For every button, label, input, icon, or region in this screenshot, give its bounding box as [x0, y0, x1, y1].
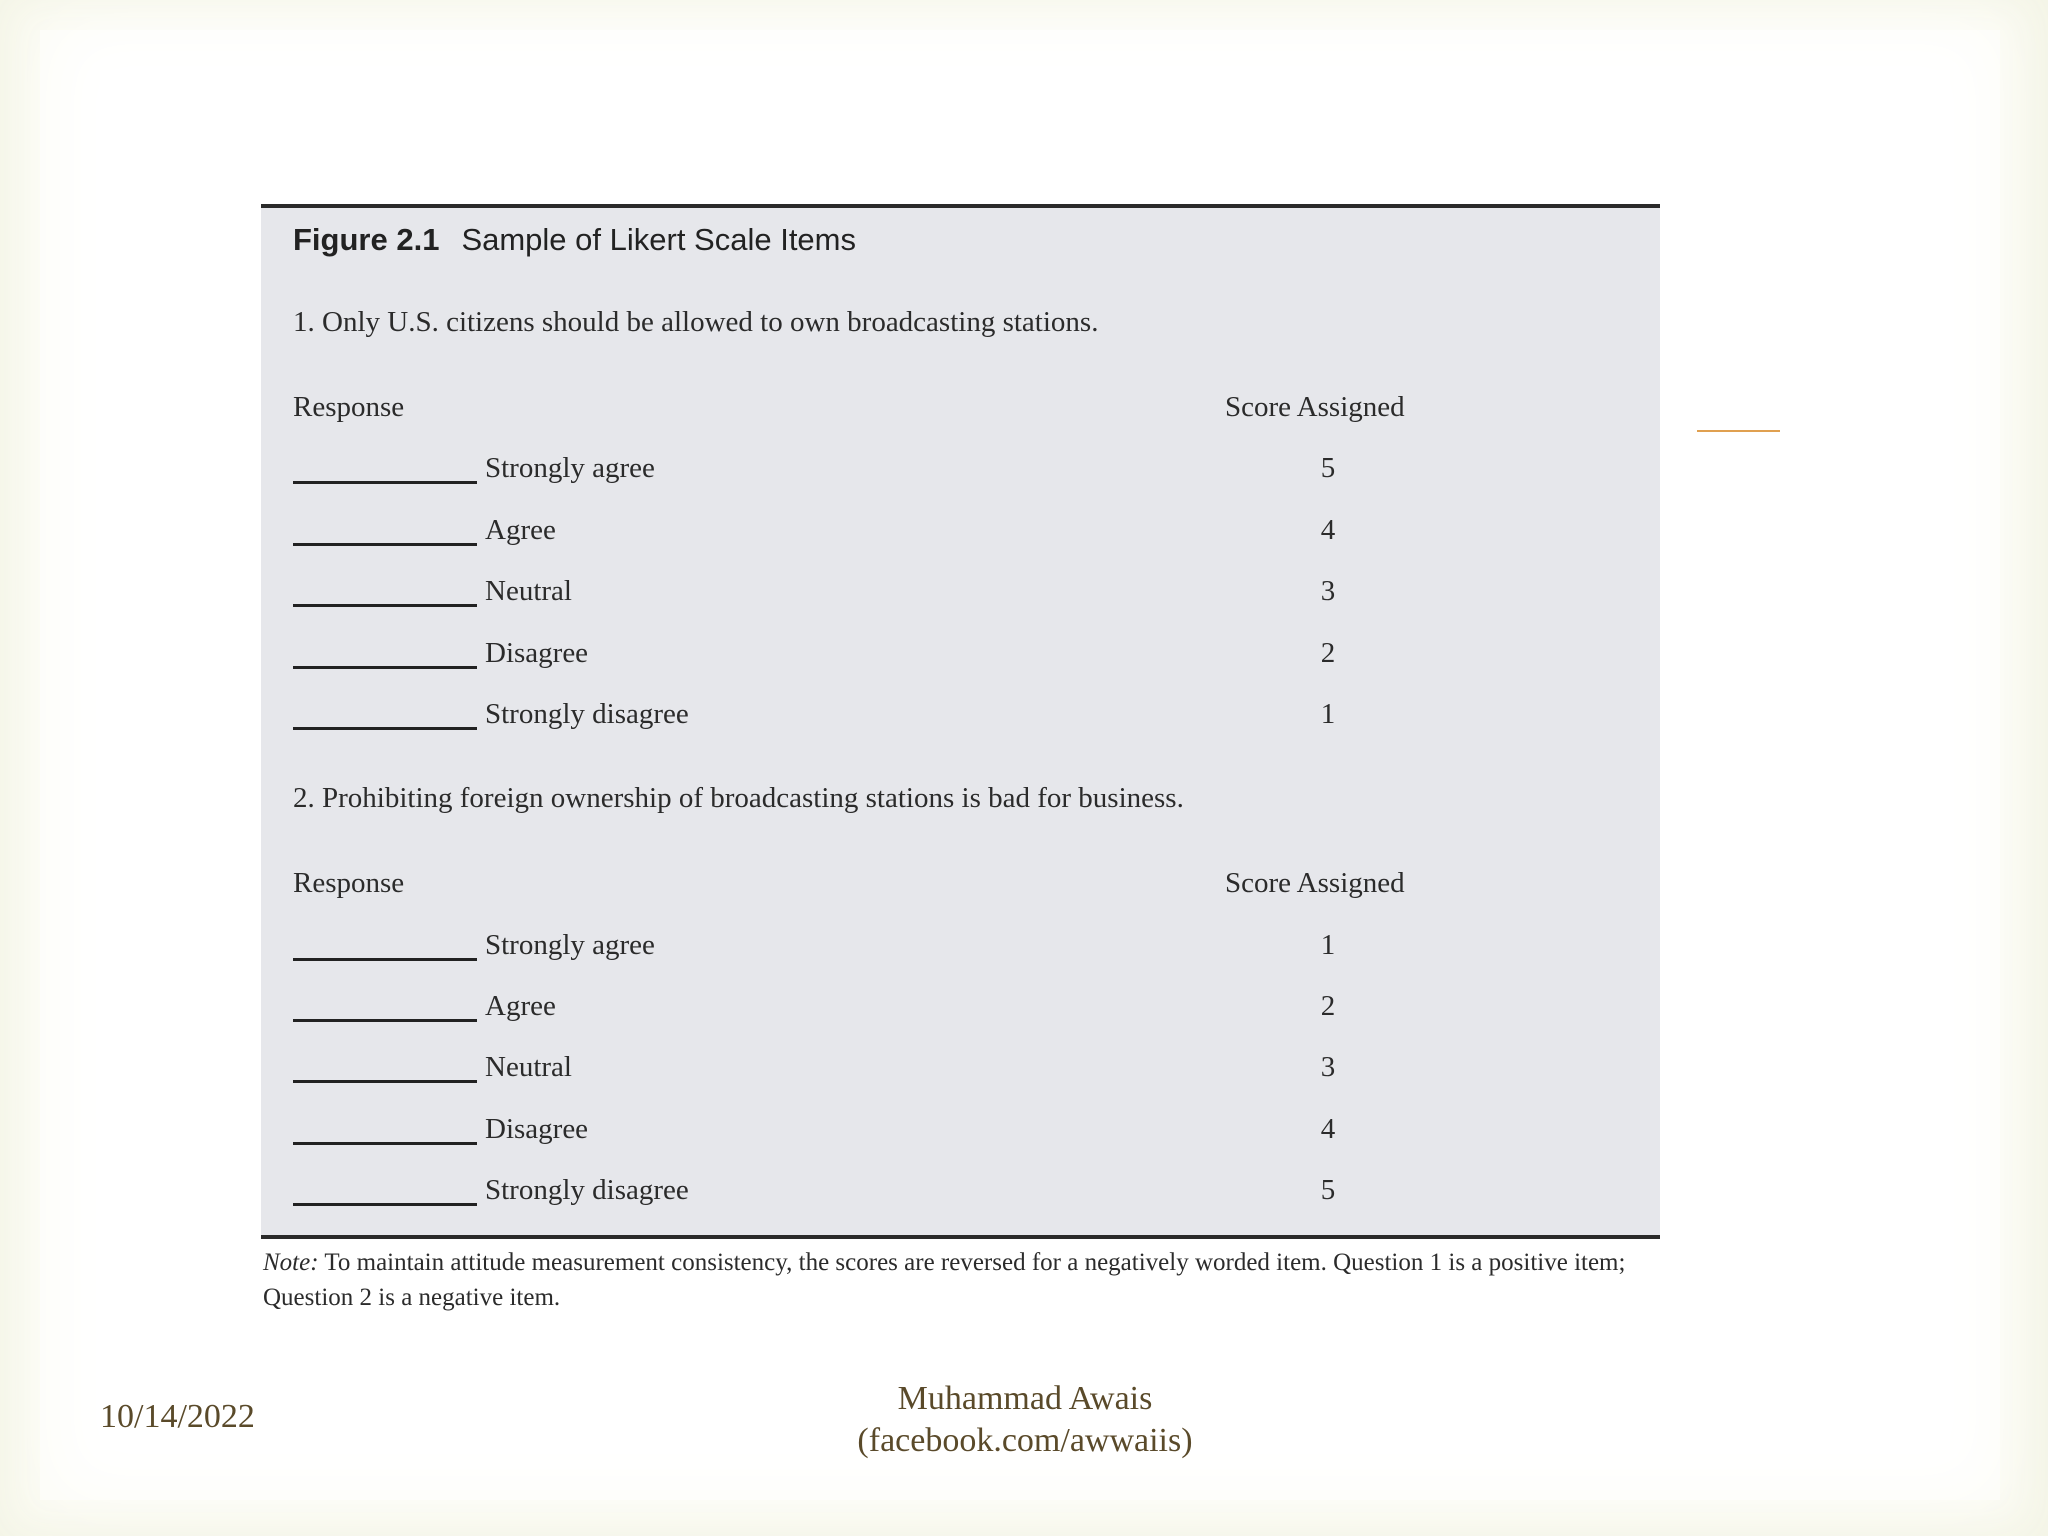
response-blank[interactable] — [293, 1142, 477, 1145]
option-label: Strongly agree — [485, 452, 655, 484]
question-1-option-row — [293, 514, 1653, 554]
score-value: 3 — [1320, 575, 1336, 607]
option-label: Strongly disagree — [485, 698, 689, 730]
option-label: Neutral — [485, 1051, 572, 1083]
response-blank[interactable] — [293, 543, 477, 546]
author-name: Muhammad Awais — [897, 1380, 1153, 1417]
question-2-option-row — [293, 990, 1653, 1030]
score-value: 4 — [1320, 514, 1336, 546]
note-text: To maintain attitude measurement consistency, the scores are reversed for a negatively worded item. Question 1 is a positive item; Question 2 is a negative item. — [263, 1249, 1626, 1311]
option-label: Disagree — [485, 637, 589, 669]
question-1-response-header: Response — [293, 391, 405, 423]
figure-note — [263, 1245, 1663, 1315]
question-2-text: 2. Prohibiting foreign ownership of broadcasting stations is bad for business. — [293, 782, 1184, 814]
question-2-option-row — [293, 1051, 1653, 1091]
score-value: 4 — [1320, 1113, 1336, 1145]
option-label: Agree — [485, 990, 556, 1022]
footer-author — [800, 1378, 1250, 1462]
question-1-option-row — [293, 575, 1653, 615]
likert-figure — [261, 204, 1660, 1239]
score-value: 5 — [1320, 1174, 1336, 1206]
question-2-option-row — [293, 1174, 1653, 1214]
response-blank[interactable] — [293, 604, 477, 607]
response-blank[interactable] — [293, 1019, 477, 1022]
note-label: Note: — [263, 1249, 319, 1276]
accent-line — [1697, 430, 1780, 432]
question-2-score-header: Score Assigned — [1225, 867, 1405, 899]
response-blank[interactable] — [293, 727, 477, 730]
score-value: 1 — [1320, 698, 1336, 730]
option-label: Strongly agree — [485, 929, 655, 961]
score-value: 1 — [1320, 929, 1336, 961]
figure-caption — [293, 222, 856, 258]
figure-title: Sample of Likert Scale Items — [461, 222, 856, 257]
score-value: 3 — [1320, 1051, 1336, 1083]
question-2-option-row — [293, 929, 1653, 969]
option-label: Neutral — [485, 575, 572, 607]
question-1-score-header: Score Assigned — [1225, 391, 1405, 423]
response-blank[interactable] — [293, 481, 477, 484]
response-blank[interactable] — [293, 1203, 477, 1206]
score-value: 2 — [1320, 637, 1336, 669]
response-blank[interactable] — [293, 666, 477, 669]
question-2-option-row — [293, 1113, 1653, 1153]
question-1-option-row — [293, 698, 1653, 738]
question-1-option-row — [293, 452, 1653, 492]
response-blank[interactable] — [293, 1080, 477, 1083]
question-1-option-row — [293, 637, 1653, 677]
option-label: Disagree — [485, 1113, 589, 1145]
author-link[interactable]: (facebook.com/awwaiis) — [857, 1422, 1193, 1459]
option-label: Agree — [485, 514, 556, 546]
score-value: 2 — [1320, 990, 1336, 1022]
figure-number: Figure 2.1 — [293, 222, 440, 257]
score-value: 5 — [1320, 452, 1336, 484]
question-1-text: 1. Only U.S. citizens should be allowed to own broadcasting stations. — [293, 306, 1099, 338]
question-2-response-header: Response — [293, 867, 405, 899]
footer-date: 10/14/2022 — [100, 1398, 255, 1435]
response-blank[interactable] — [293, 958, 477, 961]
option-label: Strongly disagree — [485, 1174, 689, 1206]
